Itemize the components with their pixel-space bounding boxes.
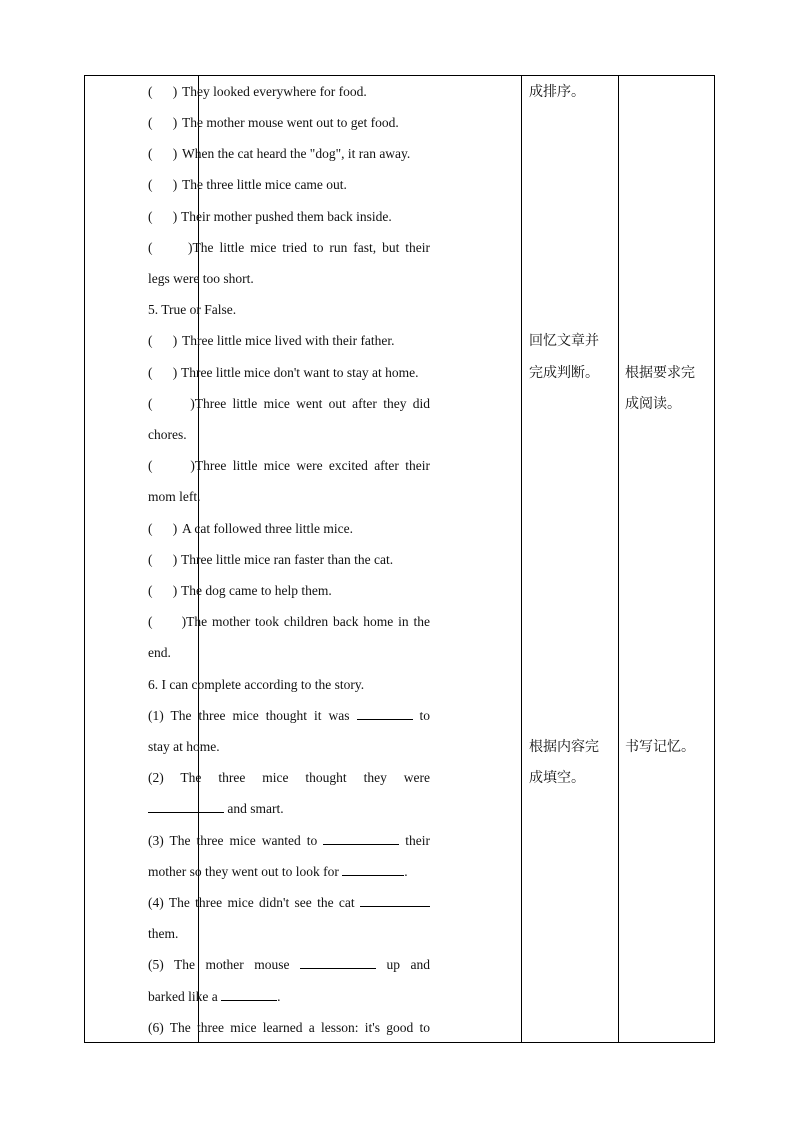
section-5-title: 5. True or False.	[148, 302, 237, 317]
answer-bracket: ( )	[148, 146, 178, 161]
blank-line	[357, 707, 413, 720]
item-text: Their mother pushed them back inside.	[181, 209, 392, 224]
answer-bracket: ( )	[148, 177, 178, 192]
fill-item: (6) The three mice learned a lesson: it's good to	[148, 1020, 430, 1035]
item-text-continued: legs were too short.	[148, 271, 254, 286]
tf-item: ( )Three little mice were excited after their	[148, 458, 430, 473]
blank-line	[342, 863, 404, 876]
column-divider	[618, 76, 619, 1042]
tf-item: ( )The mother took children back home in the	[148, 614, 430, 629]
item-text: The mother mouse went out to get food.	[182, 115, 399, 130]
order-item	[148, 113, 430, 133]
activity-text: 成排序。	[529, 84, 585, 100]
fill-item-continued: mother so they went out to look for .	[148, 864, 408, 879]
blank-line	[360, 894, 430, 907]
column-divider	[521, 76, 522, 1042]
fill-item: (3) The three mice wanted to their	[148, 833, 431, 848]
item-text-continued: mom left.	[148, 489, 201, 504]
tf-item: ( ) Three little mice don't want to stay at home.	[148, 365, 419, 380]
order-item	[148, 144, 430, 164]
fill-item-continued: and smart.	[148, 799, 430, 819]
item-text: They looked everywhere for food.	[182, 84, 367, 99]
tf-item: ( ) Three little mice ran faster than the cat.	[148, 552, 394, 567]
activity-text: 成填空。	[529, 770, 585, 786]
intent-text: 根据要求完	[625, 365, 695, 381]
blank-line	[221, 988, 277, 1001]
blank-line	[300, 956, 376, 969]
blank-line	[148, 800, 224, 813]
activity-text: 回忆文章并	[529, 333, 599, 349]
fill-item: (2) The three mice thought they were	[148, 770, 430, 785]
fill-item-continued: them.	[148, 926, 179, 941]
fill-item: (5) The mother mouse up and	[148, 957, 431, 972]
item-text-continued: chores.	[148, 427, 187, 442]
tf-item: ( ) A cat followed three little mice.	[148, 521, 353, 536]
answer-bracket: ( )	[148, 84, 178, 99]
order-item: ( )The little mice tried to run fast, but their	[148, 240, 431, 255]
blank-line	[323, 832, 399, 845]
section-6-title: 6. I can complete according to the story.	[148, 677, 365, 692]
tf-item: ( ) The dog came to help them.	[148, 583, 332, 598]
fill-item-continued: stay at home.	[148, 739, 220, 754]
item-text: The three little mice came out.	[182, 177, 347, 192]
answer-bracket: ( )	[148, 115, 178, 130]
intent-text: 书写记忆。	[625, 739, 695, 755]
fill-item: (4) The three mice didn't see the cat	[148, 893, 430, 913]
intent-text: 成阅读。	[625, 396, 681, 412]
order-item	[148, 207, 430, 227]
tf-item: ( ) Three little mice lived with their father.	[148, 333, 395, 348]
item-text: The little mice tried to run fast, but their	[192, 240, 431, 255]
tf-item: ( )Three little mice went out after they did	[148, 396, 430, 411]
answer-bracket: ( )	[148, 209, 178, 224]
item-text: When the cat heard the "dog", it ran away.	[182, 146, 411, 161]
fill-item-continued: barked like a .	[148, 989, 281, 1004]
item-text-continued: end.	[148, 645, 171, 660]
activity-text: 完成判断。	[529, 365, 599, 381]
fill-item: (1) The three mice thought it was to	[148, 708, 431, 723]
order-item	[148, 82, 430, 102]
order-item	[148, 175, 430, 195]
activity-text: 根据内容完	[529, 739, 599, 755]
